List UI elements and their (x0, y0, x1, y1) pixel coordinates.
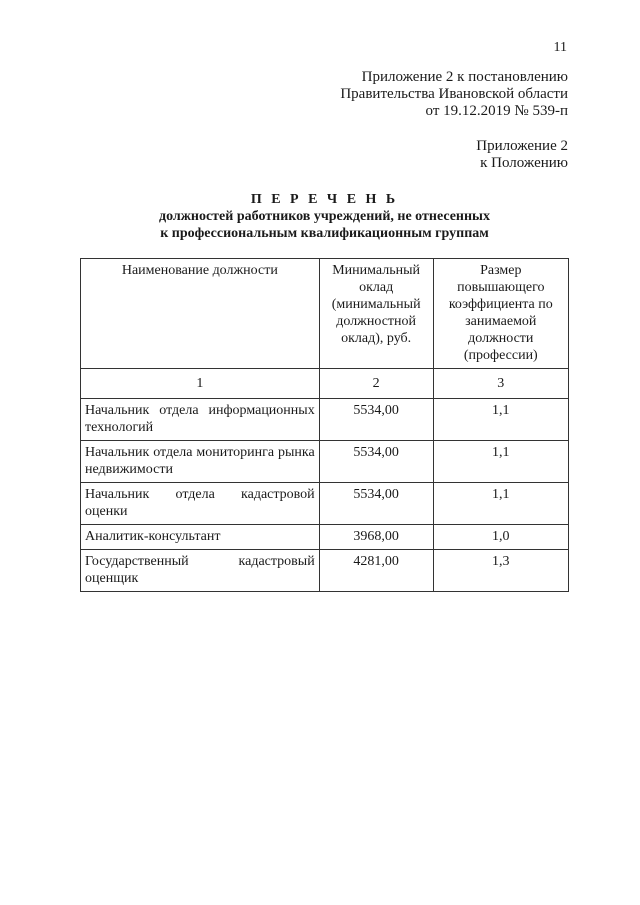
coefficient: 1,3 (433, 550, 568, 592)
table-row (81, 399, 569, 441)
position-name: Начальник отдела мониторинга рынка недвижимости (81, 441, 320, 483)
appendix-regulation-line2: к Положению (480, 155, 568, 171)
min-salary: 4281,00 (319, 550, 433, 592)
column-number: 2 (319, 369, 433, 399)
appendix-decree-line2: Правительства Ивановской области (340, 86, 568, 102)
position-name: Начальник отдела информационных технологий (81, 399, 320, 441)
table-header-row (81, 259, 569, 369)
appendix-decree-block (340, 69, 568, 120)
positions-table (80, 258, 569, 592)
page-number: 11 (553, 40, 567, 55)
column-number-row (81, 369, 569, 399)
title-line2: должностей работников учреждений, не отнесенных (159, 209, 490, 224)
coefficient: 1,1 (433, 483, 568, 525)
coefficient: 1,0 (433, 525, 568, 550)
appendix-regulation-line1: Приложение 2 (476, 138, 568, 154)
min-salary: 5534,00 (319, 483, 433, 525)
header-min-salary: Минимальный оклад (минимальный должностной оклад), руб. (319, 259, 433, 369)
column-number: 3 (433, 369, 568, 399)
column-number: 1 (81, 369, 320, 399)
min-salary: 5534,00 (319, 441, 433, 483)
table-row (81, 483, 569, 525)
position-name: Начальник отдела кадастровой оценки (81, 483, 320, 525)
appendix-decree-line1: Приложение 2 к постановлению (361, 69, 568, 85)
table-row (81, 525, 569, 550)
position-name: Государственный кадастровый оценщик (81, 550, 320, 592)
appendix-regulation-block (476, 138, 568, 172)
header-position-name: Наименование должности (81, 259, 320, 369)
appendix-decree-line3: от 19.12.2019 № 539-п (425, 103, 568, 119)
min-salary: 3968,00 (319, 525, 433, 550)
table-row (81, 441, 569, 483)
title-main: П Е Р Е Ч Е Н Ь (250, 192, 399, 207)
title-line3: к профессиональным квалификационным группам (160, 226, 489, 241)
table-row (81, 550, 569, 592)
header-coefficient: Размер повышающего коэффициента по занимаемой должности (профессии) (433, 259, 568, 369)
document-title (80, 191, 569, 242)
min-salary: 5534,00 (319, 399, 433, 441)
coefficient: 1,1 (433, 441, 568, 483)
coefficient: 1,1 (433, 399, 568, 441)
position-name: Аналитик-консультант (81, 525, 320, 550)
